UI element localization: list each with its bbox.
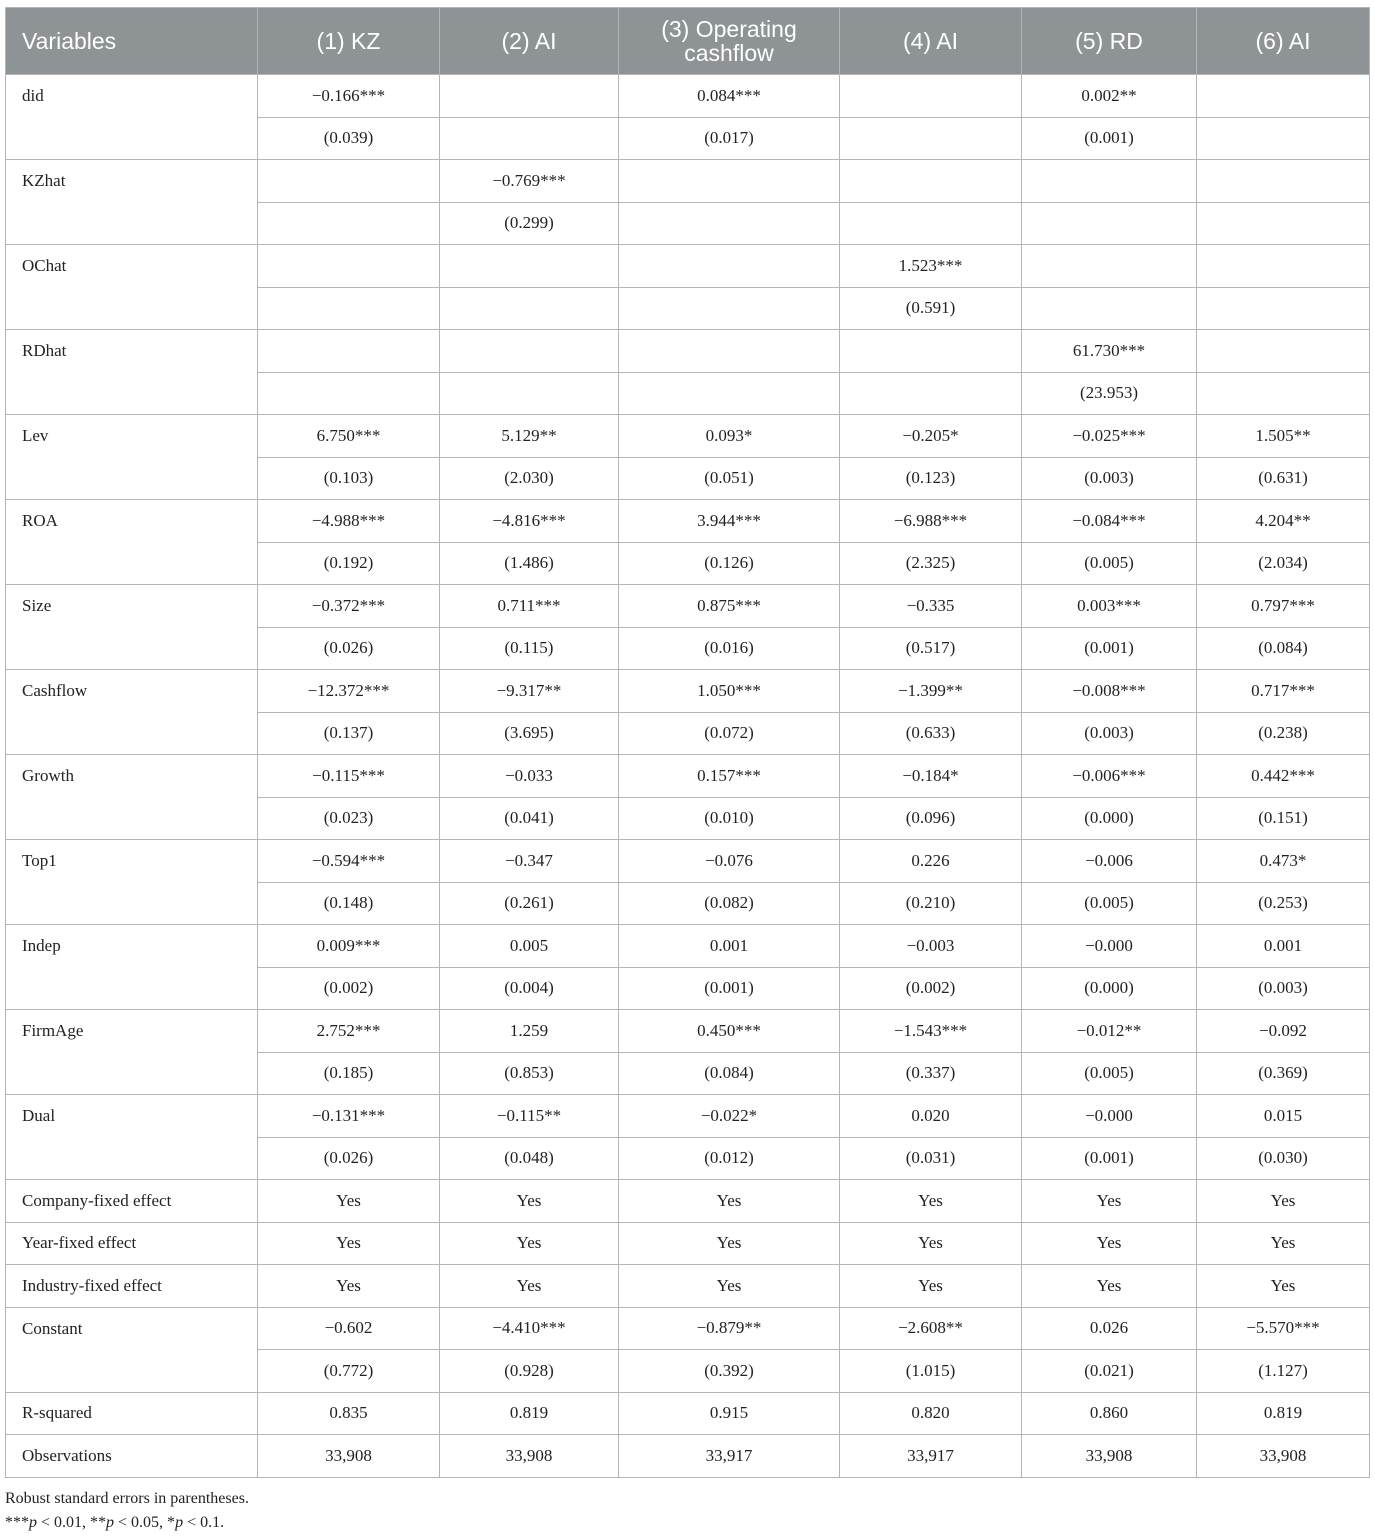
se-cell	[258, 372, 440, 415]
coef-cell: −0.092	[1197, 1010, 1370, 1053]
coef-cell: 0.157***	[619, 755, 840, 798]
table-row	[6, 415, 1370, 458]
header-row	[6, 8, 1370, 75]
row-label: Dual	[6, 1095, 258, 1180]
coef-cell: −0.594***	[258, 840, 440, 883]
se-cell: (0.001)	[1022, 1137, 1197, 1180]
coef-cell	[258, 245, 440, 288]
coef-cell: 0.442***	[1197, 755, 1370, 798]
se-cell: (0.016)	[619, 627, 840, 670]
coef-cell: Yes	[258, 1180, 440, 1223]
se-cell: (0.517)	[840, 627, 1022, 670]
coef-cell: −1.399**	[840, 670, 1022, 713]
se-cell: (0.928)	[440, 1350, 619, 1393]
table-row	[6, 1392, 1370, 1435]
coef-cell: Yes	[619, 1265, 840, 1308]
se-cell: (2.034)	[1197, 542, 1370, 585]
se-cell: (0.115)	[440, 627, 619, 670]
coef-cell	[440, 245, 619, 288]
se-cell: (0.096)	[840, 797, 1022, 840]
footnote-significance: ***p < 0.01, **p < 0.05, *p < 0.1.	[5, 1514, 225, 1531]
coef-cell: Yes	[258, 1222, 440, 1265]
table-row	[6, 1265, 1370, 1308]
se-cell: (0.072)	[619, 712, 840, 755]
table-row	[6, 1307, 1370, 1350]
coef-cell: 0.015	[1197, 1095, 1370, 1138]
row-label: RDhat	[6, 330, 258, 415]
se-cell: (0.039)	[258, 117, 440, 160]
coef-cell: −0.166***	[258, 75, 440, 118]
row-label: KZhat	[6, 160, 258, 245]
se-cell: (0.003)	[1022, 457, 1197, 500]
se-cell	[619, 287, 840, 330]
coef-cell	[1197, 245, 1370, 288]
coef-cell: Yes	[1197, 1222, 1370, 1265]
coef-cell: −6.988***	[840, 500, 1022, 543]
se-cell	[840, 372, 1022, 415]
header-col-6: (6) AI	[1197, 8, 1370, 75]
table-row	[6, 245, 1370, 288]
coef-cell: −0.347	[440, 840, 619, 883]
se-cell	[1197, 117, 1370, 160]
coef-cell: −0.335	[840, 585, 1022, 628]
coef-cell	[258, 330, 440, 373]
se-cell: (0.633)	[840, 712, 1022, 755]
coef-cell	[258, 160, 440, 203]
coef-cell: −4.816***	[440, 500, 619, 543]
row-label: Year-fixed effect	[6, 1222, 258, 1265]
coef-cell: 0.717***	[1197, 670, 1370, 713]
coef-cell: 61.730***	[1022, 330, 1197, 373]
header-col-2: (2) AI	[440, 8, 619, 75]
se-cell: (0.005)	[1022, 882, 1197, 925]
coef-cell: 0.915	[619, 1392, 840, 1435]
coef-cell	[1022, 160, 1197, 203]
se-cell: (0.021)	[1022, 1350, 1197, 1393]
coef-cell: 0.001	[1197, 925, 1370, 968]
coef-cell: −5.570***	[1197, 1307, 1370, 1350]
se-cell: (0.210)	[840, 882, 1022, 925]
row-label: did	[6, 75, 258, 160]
coef-cell: Yes	[258, 1265, 440, 1308]
se-cell: (0.772)	[258, 1350, 440, 1393]
coef-cell: −2.608**	[840, 1307, 1022, 1350]
se-cell: (23.953)	[1022, 372, 1197, 415]
se-cell: (0.017)	[619, 117, 840, 160]
coef-cell: 0.797***	[1197, 585, 1370, 628]
coef-cell: 33,917	[840, 1435, 1022, 1478]
coef-cell	[1022, 245, 1197, 288]
se-cell: (0.392)	[619, 1350, 840, 1393]
coef-cell: Yes	[619, 1180, 840, 1223]
coef-cell: −0.602	[258, 1307, 440, 1350]
coef-cell: 0.093*	[619, 415, 840, 458]
coef-cell: 0.819	[440, 1392, 619, 1435]
coef-cell: 0.835	[258, 1392, 440, 1435]
row-label: Indep	[6, 925, 258, 1010]
coef-cell: −0.033	[440, 755, 619, 798]
se-cell	[1197, 372, 1370, 415]
row-label: ROA	[6, 500, 258, 585]
coef-cell: 33,908	[1022, 1435, 1197, 1478]
coef-cell: −0.184*	[840, 755, 1022, 798]
row-label: Industry-fixed effect	[6, 1265, 258, 1308]
coef-cell: 0.875***	[619, 585, 840, 628]
se-cell: (0.001)	[1022, 117, 1197, 160]
footnote-robust-se: Robust standard errors in parentheses.	[5, 1490, 249, 1507]
se-cell: (0.026)	[258, 627, 440, 670]
coef-cell	[840, 160, 1022, 203]
se-cell: (2.030)	[440, 457, 619, 500]
se-cell: (3.695)	[440, 712, 619, 755]
se-cell	[1022, 202, 1197, 245]
se-cell: (1.486)	[440, 542, 619, 585]
se-cell: (0.123)	[840, 457, 1022, 500]
coef-cell: 0.226	[840, 840, 1022, 883]
coef-cell: −0.769***	[440, 160, 619, 203]
se-cell	[258, 287, 440, 330]
se-cell	[840, 117, 1022, 160]
coef-cell: −0.205*	[840, 415, 1022, 458]
coef-cell: Yes	[1022, 1222, 1197, 1265]
coef-cell	[840, 330, 1022, 373]
se-cell: (0.000)	[1022, 967, 1197, 1010]
coef-cell: 1.505**	[1197, 415, 1370, 458]
table-row	[6, 670, 1370, 713]
row-label: Constant	[6, 1307, 258, 1392]
se-cell: (0.631)	[1197, 457, 1370, 500]
se-cell: (0.238)	[1197, 712, 1370, 755]
table-row	[6, 1010, 1370, 1053]
header-col-1: (1) KZ	[258, 8, 440, 75]
coef-cell: Yes	[1197, 1180, 1370, 1223]
coef-cell: Yes	[1022, 1180, 1197, 1223]
row-label: Company-fixed effect	[6, 1180, 258, 1223]
coef-cell: −12.372***	[258, 670, 440, 713]
coef-cell: 33,908	[440, 1435, 619, 1478]
coef-cell: −4.988***	[258, 500, 440, 543]
coef-cell: −0.000	[1022, 925, 1197, 968]
se-cell: (0.010)	[619, 797, 840, 840]
se-cell: (0.002)	[258, 967, 440, 1010]
coef-cell: Yes	[1197, 1265, 1370, 1308]
row-label: Cashflow	[6, 670, 258, 755]
coef-cell: Yes	[619, 1222, 840, 1265]
coef-cell: 6.750***	[258, 415, 440, 458]
row-label: Growth	[6, 755, 258, 840]
table-row	[6, 840, 1370, 883]
se-cell: (0.030)	[1197, 1137, 1370, 1180]
se-cell: (0.337)	[840, 1052, 1022, 1095]
se-cell: (0.004)	[440, 967, 619, 1010]
se-cell: (0.041)	[440, 797, 619, 840]
row-label: Lev	[6, 415, 258, 500]
se-cell: (0.591)	[840, 287, 1022, 330]
coef-cell: 1.259	[440, 1010, 619, 1053]
se-cell: (0.005)	[1022, 1052, 1197, 1095]
coef-cell: 1.050***	[619, 670, 840, 713]
table-row	[6, 1180, 1370, 1223]
table-row	[6, 925, 1370, 968]
se-cell	[619, 202, 840, 245]
se-cell	[1022, 287, 1197, 330]
se-cell: (0.151)	[1197, 797, 1370, 840]
se-cell	[440, 287, 619, 330]
coef-cell: Yes	[840, 1180, 1022, 1223]
table-row	[6, 75, 1370, 118]
se-cell: (0.084)	[1197, 627, 1370, 670]
se-cell: (0.001)	[1022, 627, 1197, 670]
se-cell: (0.185)	[258, 1052, 440, 1095]
coef-cell	[440, 75, 619, 118]
se-cell: (0.003)	[1197, 967, 1370, 1010]
coef-cell	[440, 330, 619, 373]
coef-cell: −0.115**	[440, 1095, 619, 1138]
header-col-4: (4) AI	[840, 8, 1022, 75]
coef-cell: −9.317**	[440, 670, 619, 713]
coef-cell: 0.860	[1022, 1392, 1197, 1435]
table-row	[6, 330, 1370, 373]
se-cell: (1.015)	[840, 1350, 1022, 1393]
se-cell: (0.000)	[1022, 797, 1197, 840]
coef-cell: 3.944***	[619, 500, 840, 543]
coef-cell: −0.000	[1022, 1095, 1197, 1138]
se-cell	[1197, 202, 1370, 245]
coef-cell: −0.006***	[1022, 755, 1197, 798]
coef-cell: −0.076	[619, 840, 840, 883]
se-cell: (0.031)	[840, 1137, 1022, 1180]
coef-cell: −4.410***	[440, 1307, 619, 1350]
se-cell: (0.003)	[1022, 712, 1197, 755]
coef-cell: −0.115***	[258, 755, 440, 798]
coef-cell: 0.473*	[1197, 840, 1370, 883]
se-cell: (0.084)	[619, 1052, 840, 1095]
se-cell: (0.023)	[258, 797, 440, 840]
coef-cell: −0.012**	[1022, 1010, 1197, 1053]
table-row	[6, 755, 1370, 798]
se-cell: (0.082)	[619, 882, 840, 925]
table-header	[6, 8, 1370, 75]
coef-cell: Yes	[840, 1265, 1022, 1308]
coef-cell: 0.711***	[440, 585, 619, 628]
coef-cell: −0.372***	[258, 585, 440, 628]
coef-cell: −0.131***	[258, 1095, 440, 1138]
table-row	[6, 585, 1370, 628]
coef-cell: 0.005	[440, 925, 619, 968]
se-cell: (0.369)	[1197, 1052, 1370, 1095]
coef-cell: 0.450***	[619, 1010, 840, 1053]
coef-cell: 2.752***	[258, 1010, 440, 1053]
se-cell: (0.192)	[258, 542, 440, 585]
se-cell: (0.853)	[440, 1052, 619, 1095]
coef-cell: 0.819	[1197, 1392, 1370, 1435]
coef-cell: −0.084***	[1022, 500, 1197, 543]
se-cell	[619, 372, 840, 415]
coef-cell: −0.003	[840, 925, 1022, 968]
coef-cell: Yes	[840, 1222, 1022, 1265]
se-cell: (0.048)	[440, 1137, 619, 1180]
se-cell: (0.253)	[1197, 882, 1370, 925]
row-label: FirmAge	[6, 1010, 258, 1095]
coef-cell: 0.820	[840, 1392, 1022, 1435]
se-cell: (0.299)	[440, 202, 619, 245]
regression-table	[5, 7, 1370, 1478]
coef-cell: −0.006	[1022, 840, 1197, 883]
row-label: R-squared	[6, 1392, 258, 1435]
coef-cell: −0.879**	[619, 1307, 840, 1350]
coef-cell: 0.009***	[258, 925, 440, 968]
coef-cell: −0.022*	[619, 1095, 840, 1138]
coef-cell	[619, 160, 840, 203]
se-cell	[440, 117, 619, 160]
coef-cell: 0.003***	[1022, 585, 1197, 628]
se-cell	[258, 202, 440, 245]
coef-cell: 0.084***	[619, 75, 840, 118]
coef-cell: 33,917	[619, 1435, 840, 1478]
coef-cell: −1.543***	[840, 1010, 1022, 1053]
se-cell: (0.148)	[258, 882, 440, 925]
coef-cell: Yes	[440, 1180, 619, 1223]
coef-cell	[1197, 75, 1370, 118]
header-col-5: (5) RD	[1022, 8, 1197, 75]
table-row	[6, 1095, 1370, 1138]
se-cell: (0.103)	[258, 457, 440, 500]
se-cell: (0.012)	[619, 1137, 840, 1180]
row-label: OChat	[6, 245, 258, 330]
coef-cell: −0.008***	[1022, 670, 1197, 713]
coef-cell: 1.523***	[840, 245, 1022, 288]
coef-cell: Yes	[440, 1265, 619, 1308]
coef-cell: 0.026	[1022, 1307, 1197, 1350]
header-col-3: (3) Operating cashflow	[619, 8, 840, 75]
se-cell: (0.001)	[619, 967, 840, 1010]
coef-cell	[1197, 330, 1370, 373]
row-label: Top1	[6, 840, 258, 925]
se-cell: (0.051)	[619, 457, 840, 500]
coef-cell	[619, 245, 840, 288]
se-cell: (0.126)	[619, 542, 840, 585]
se-cell: (0.261)	[440, 882, 619, 925]
se-cell	[1197, 287, 1370, 330]
table-row	[6, 1435, 1370, 1478]
table-body	[6, 75, 1370, 1478]
coef-cell: 5.129**	[440, 415, 619, 458]
coef-cell: 33,908	[258, 1435, 440, 1478]
coef-cell	[1197, 160, 1370, 203]
coef-cell: Yes	[440, 1222, 619, 1265]
row-label: Size	[6, 585, 258, 670]
coef-cell: 4.204**	[1197, 500, 1370, 543]
se-cell: (1.127)	[1197, 1350, 1370, 1393]
se-cell: (0.002)	[840, 967, 1022, 1010]
row-label: Observations	[6, 1435, 258, 1478]
coef-cell: −0.025***	[1022, 415, 1197, 458]
coef-cell: 0.020	[840, 1095, 1022, 1138]
se-cell	[840, 202, 1022, 245]
se-cell: (0.026)	[258, 1137, 440, 1180]
header-variables: Variables	[6, 8, 258, 75]
se-cell	[440, 372, 619, 415]
coef-cell: 0.002**	[1022, 75, 1197, 118]
coef-cell: 33,908	[1197, 1435, 1370, 1478]
se-cell: (2.325)	[840, 542, 1022, 585]
coef-cell	[619, 330, 840, 373]
table-row	[6, 500, 1370, 543]
table-row	[6, 1222, 1370, 1265]
se-cell: (0.005)	[1022, 542, 1197, 585]
coef-cell: 0.001	[619, 925, 840, 968]
coef-cell: Yes	[1022, 1265, 1197, 1308]
coef-cell	[840, 75, 1022, 118]
table-row	[6, 160, 1370, 203]
se-cell: (0.137)	[258, 712, 440, 755]
